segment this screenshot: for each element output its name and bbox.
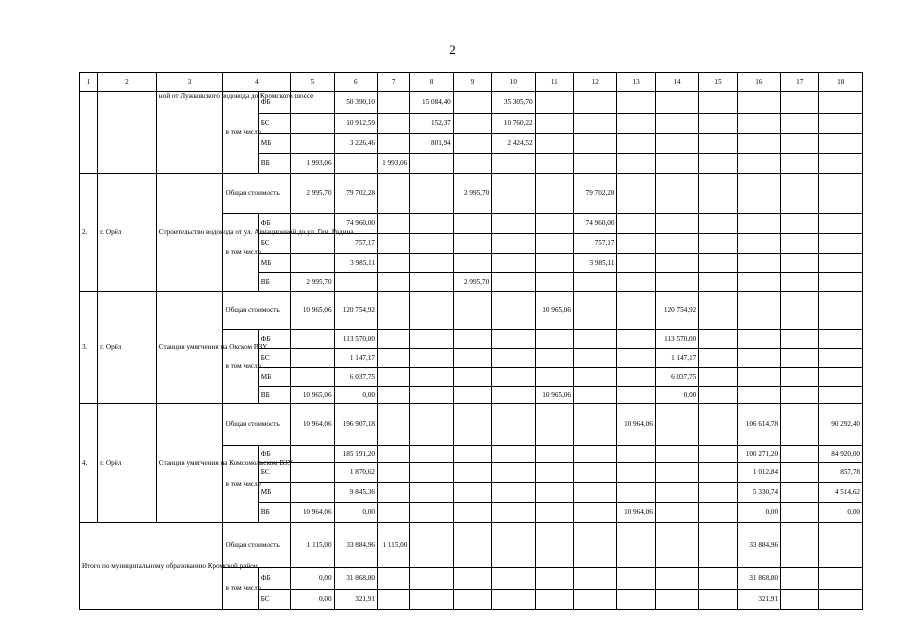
header-cell: 12: [573, 73, 616, 92]
subtotal-label: Итого по муниципальному образованию Кромской район: [80, 523, 223, 610]
header-cell: 14: [655, 73, 698, 92]
table-row: БС 1 147,17 1 147,17: [80, 349, 863, 368]
table-row: 2. г. Орёл Строительство водовода от ул. Авиационной до ул. Ген. Родина Общая стоимость 2 995,70 79 702,28 2 995,70 79 702,28: [80, 174, 863, 214]
fund-fb: ФБ: [258, 568, 290, 590]
fund-fb: ФБ: [258, 92, 290, 114]
fund-bs: БС: [258, 234, 290, 254]
fund-bs: БС: [258, 349, 290, 368]
header-cell: 16: [737, 73, 780, 92]
city: г. Орёл: [98, 404, 157, 523]
object-name: Строительство водовода от ул. Авиационной до ул. Ген. Родина: [156, 174, 223, 292]
page-number: 2: [449, 42, 456, 57]
header-cell: 10: [492, 73, 535, 92]
total-cost-label: Общая стоимость: [223, 404, 291, 446]
table-row: в том числе ФБ 0,00 31 868,80 31 868,80: [80, 568, 863, 590]
fund-fb: ФБ: [258, 446, 290, 463]
table-row: в том числе ФБ 74 960,00 74 960,00: [80, 214, 863, 234]
row-number: 4.: [80, 404, 98, 523]
table-row: ВБ 1 993,06 1 993,06: [80, 154, 863, 174]
incl-label: в том числе: [223, 330, 258, 404]
object-name: ной от Лужковского водовода до Кромского шоссе: [156, 92, 223, 174]
table-row: ВБ 10 964,06 0,00 10 964,06 0,00 0,00: [80, 503, 863, 523]
incl-label: в том числе: [223, 568, 258, 610]
budget-table: [79, 72, 863, 610]
table-row: МБ 9 845,36 5 330,74 4 514,62: [80, 483, 863, 503]
total-cost-label: Общая стоимость: [223, 174, 291, 214]
fund-mb: МБ: [258, 134, 290, 154]
fund-mb: МБ: [258, 254, 290, 273]
incl-label: в том числе: [223, 92, 258, 174]
header-cell: 3: [156, 73, 223, 92]
table-row: ВБ 2 995,70 2 995,70: [80, 273, 863, 292]
row-number: 2.: [80, 174, 98, 292]
fund-bs: БС: [258, 114, 290, 134]
fund-bs: БС: [258, 590, 290, 610]
incl-label: в том числе: [223, 214, 258, 292]
incl-label: в том числе: [223, 446, 258, 523]
total-cost-label: Общая стоимость: [223, 292, 291, 330]
header-cell: 8: [410, 73, 453, 92]
table-row: 3. г. Орёл Станция умягчения на Окском ВЗУ Общая стоимость 10 965,06 120 754,92 10 965,06 120 754,92: [80, 292, 863, 330]
header-row: [80, 73, 863, 92]
fund-fb: ФБ: [258, 214, 290, 234]
table-row: БС 0,00 321,91 321,91: [80, 590, 863, 610]
fund-mb: МБ: [258, 483, 290, 503]
header-cell: 18: [819, 73, 863, 92]
header-cell: 11: [535, 73, 573, 92]
header-cell: 4: [223, 73, 291, 92]
fund-fb: ФБ: [258, 330, 290, 349]
header-cell: 9: [453, 73, 491, 92]
table-row: ной от Лужковского водовода до Кромского шоссе в том числе ФБ 50 390,10 15 084,40 35 305,70: [80, 92, 863, 114]
city: г. Орёл: [98, 292, 157, 404]
header-cell: 7: [378, 73, 410, 92]
object-name: Станция умягчения на Окском ВЗУ: [156, 292, 223, 404]
fund-vb: ВБ: [258, 387, 290, 404]
header-cell: 6: [334, 73, 377, 92]
fund-vb: ВБ: [258, 273, 290, 292]
row-number: 3.: [80, 292, 98, 404]
header-cell: 2: [98, 73, 157, 92]
header-cell: 17: [781, 73, 819, 92]
table-row: в том числе ФБ 185 191,20 100 271,20 84 920,00: [80, 446, 863, 463]
table-row: МБ 3 985,11 3 985,11: [80, 254, 863, 273]
fund-bs: БС: [258, 463, 290, 483]
city: г. Орёл: [98, 174, 157, 292]
table-row: БС 10 912,59 152,37 10 760,22: [80, 114, 863, 134]
object-name: Станция умягчения на Комсомольском ВЗУ: [156, 404, 223, 523]
header-cell: 1: [80, 73, 98, 92]
fund-mb: МБ: [258, 368, 290, 387]
header-cell: 15: [699, 73, 737, 92]
table-row: 4. г. Орёл Станция умягчения на Комсомольском ВЗУ Общая стоимость 10 964,06 196 907,18 10 964,06 106 614,78 90 292,40: [80, 404, 863, 446]
table-row: Итого по муниципальному образованию Кромской район Общая стоимость 1 115,00 33 884,96 1 115,00 33 884,96: [80, 523, 863, 568]
total-cost-label: Общая стоимость: [223, 523, 291, 568]
table-row: в том числе ФБ 113 570,00 113 570,00: [80, 330, 863, 349]
table-row: МБ 3 226,46 801,94 2 424,52: [80, 134, 863, 154]
table-row: БС 757,17 757,17: [80, 234, 863, 254]
table-row: БС 1 870,62 1 012,84 857,78: [80, 463, 863, 483]
header-cell: 5: [291, 73, 334, 92]
header-cell: 13: [617, 73, 655, 92]
table-row: ВБ 10 965,06 0,00 10 965,06 0,00: [80, 387, 863, 404]
fund-vb: ВБ: [258, 503, 290, 523]
table-row: МБ 6 037,75 6 037,75: [80, 368, 863, 387]
fund-vb: ВБ: [258, 154, 290, 174]
